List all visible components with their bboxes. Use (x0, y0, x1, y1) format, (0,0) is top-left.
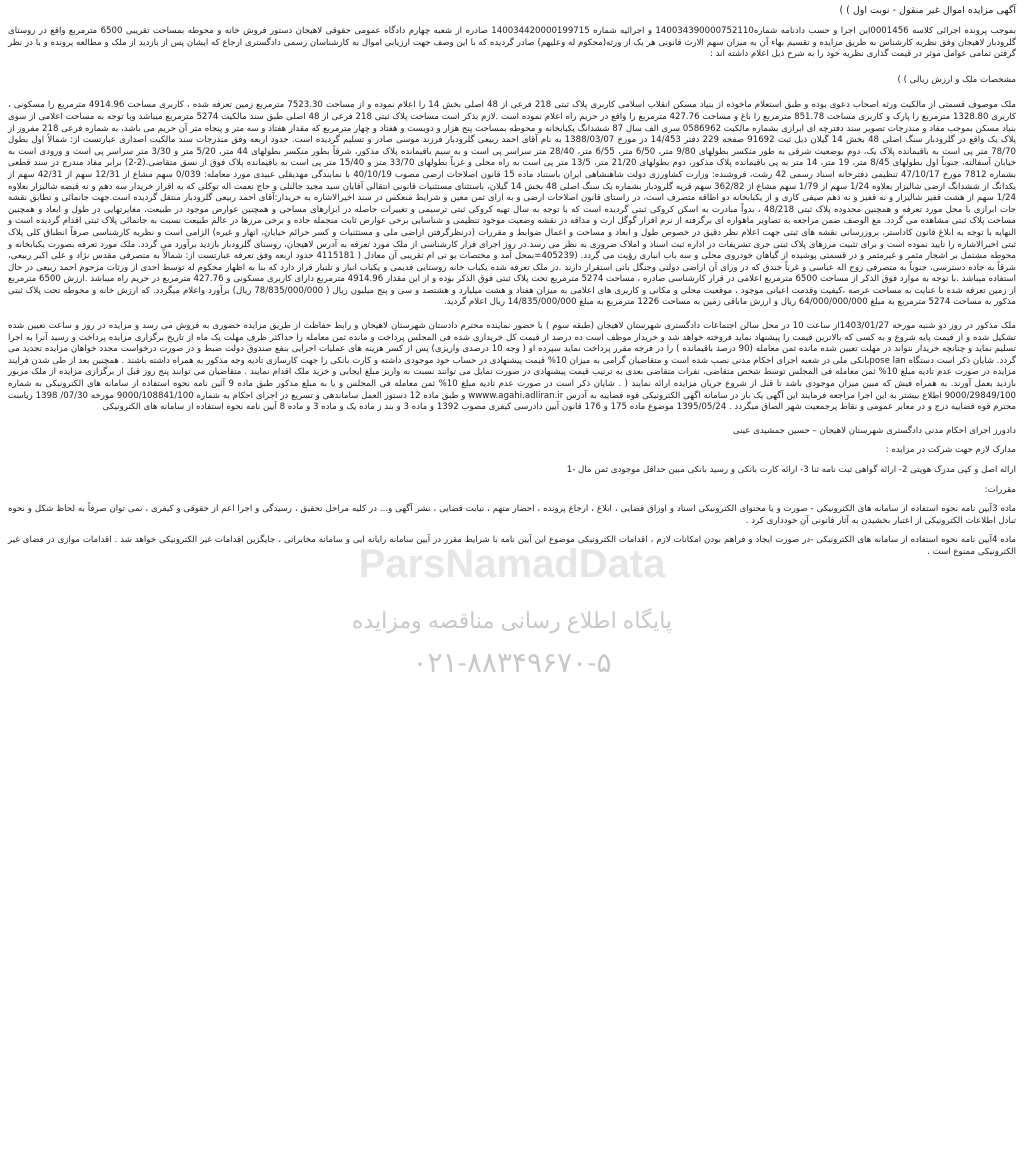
documents-heading: مدارک لازم جهت شرکت در مزایده : (885, 445, 1016, 456)
documents-list: ارائه اصل و کپی مدرک هویتی 2- ارائه گواهی ثبت نامه ثنا 3- ارائه کارت بانکی و رسید بانکی مبین حداقل موجودی ثمن مال -1 (566, 465, 1016, 475)
specs-heading: مشخصات ملک و ارزش ریالی ) ) (897, 74, 1016, 85)
rule-article-4: ماده 4آیین نامه نحوه استفاده از سامانه های الکترونیکی -در صورت ایجاد و فراهم بودن امکانات لازم ، اقدامات الکترونیکی موضوع این آیین نامه با شرایط مقرر در آیین سامانه رایانه ایی و سامانه مخابراتی ، جایگزین اقدامات غیر الکترونیکی خواهد شد . اقدامات موازی در فضای غیر الکترونیکی ممنوع است . (8, 535, 1016, 557)
auction-paragraph: ملک مذکور در روز دو شنبه مورخه 1403/01/27از ساعت 10 در محل سالن اجتماعات دادگستری شهرستان لاهیجان (طبقه سوم ) با حضور نماینده محترم دادستان شهرستان لاهیجان و رابط حفاظت از طریق مزایده حضوری به فروش می رسد و مزایده در روز و ساعت تعیین شده تشکیل شده و از قیمت پایه شروع و به کسی که بالاترین قیمت را پیشنهاد نماید فروخته خواهد شد و خریدار موظف است ده درصد از قیمت کل خریداری شده فی المجلس پرداخت و مانده ثمن معامله را حداکثر ظرف مهلت یک ماه از تاریخ برگزاری مزایده پرداخت و رسید آنرا به اجرا تسلیم نماید و چنانچه خریدار نتواند در مهلت تعیین شده مانده ثمن معامله (90 درصد باقیمانده ) را در فرجه مقرر پرداخت نماید سپرده او ( وجه 10 درصدی واریزی) پس از کسر هزینه های عملیات اجرایی بنفع صندوق دولت ضبط و در صورت درخواست مجدد خواهان مزایده تجدید می گردد. شایان ذکر است دستگاه pose lanبانکی ملی در شعبه اجرای احکام مدنی نصب شده است و متقاضیان گرامی به میزان 10% قیمت پیشنهادی در حساب خود موجودی داشته و کارت بانکی را جهت کارسازی تادیه وجه مذکور به همراه داشته باشند . همچنین بعد از طی شدن فرایند مزایده در صورت عدم تادیه مبلغ 10% ثمن معامله فی المجلس توسط شخص متقاضی، نفرات متقاضی بعدی به ترتیب قیمت پیشنهادی در صورت تمایل می توانند نسبت به واریز مبلغ ایجابی و خرید ملک اقدام نمایند . متقاضیان می توانند پنج روز قبل از برگزاری مزایده از ملک مزبور بازدید بعمل آورند. به همراه فیش که مبین میزان موجودی باشد تا قبل از شروع جریان مزایده ارائه نمایند ( . شایان ذکر است در صورت عدم تادیه مبلغ 10% ثمن معامله فی المجلس و یا به مبلغ مذکور طبق ماده 9 آئین نامه نحوه استفاده از سامانه های الکترونیکی به شماره 9000/29849/100 اطلاع بیشتر به این اجرا مراجعه فرمایند این آگهی یک بار در سامانه اگهی الکترونیکی قوه قضاییه به آدرس wwww.agahi.adliran.ir و طبق ماده 12 دستور العمل ساماندهی و تسریع در اجرای احکام به شماره 9000/108841/100 مورخه 07/30/ 1398 ریاست محترم قوه قضاییه درج و در معابر عمومی و نقاط پرجمعیت شهر الصاق میگردد . 1395/05/24 موضوع ماده 175 و 176 قانون آیین دادرسی کیفری مصوب 1392 و ماده 3 و بند ز ماده یک و ماده 3 و ماده 8 آیین نامه نحوه استفاده از سامانه های الکترونیکی (8, 321, 1017, 413)
rule-article-3: ماده 3آیین نامه نحوه استفاده از سامانه های الکترونیکی - صورت و یا محتوای الکترونیکی اسناد و اوراق قضایی ، ابلاغ ، ارجاع پرونده ، احضار متهم ، نیابت قضایی ، نشر آگهی و... در کلیه مراحل تحقیق ، رسیدگی و اجرا اعم از حقوقی و کیفری ، نمی توان صرفاً به لحاظ شکل و نحوه تبادل اطلاعات الکترونیکی از اعتبار بخشیدن به آثار قانونی آن خودداری کرد . (8, 504, 1016, 526)
watermark-latin-text: ParsNamadData (358, 542, 666, 586)
intro-paragraph: بموجب پرونده اجرائی کلاسه 0001456این اجرا و حسب دادنامه شماره140034390000752110 و اجرائیه شماره 140034420000199715 صادره از شعبه چهارم دادگاه عمومی حقوقی لاهیجان دستور فروش خانه و محوطه بمساحت تقریبی 6500 مترمربع واقع در روستای گلرودبار لاهیجان وفق نظریه کارشناس به طریق مزایده و تقسیم بهاء آن به میزان سهم الارث قانونی هر یک از ورثه(محکوم له وعلیهم) صادر گردیده که با این وصف جهت ارزیابی اموال به کارشناسان رسمی دادگستری ارجاع که ایشان پس از بازدید از ملک و مطالعه پرونده و با در نظر گرفتن تمامی عوامل موثر در قیمت گذاری نظریه خود را به شرح ذیل اعلام داشته اند : (8, 26, 1016, 60)
document-title: آگهی مزایده اموال غیر منقول - نوبت اول ) ) (839, 5, 1016, 16)
document-content (8, 4, 1016, 559)
rules-heading: مقررات: (984, 484, 1016, 495)
specs-paragraph: ملک موصوف قسمتی از مالکیت ورثه اصحاب دعوی بوده و طبق استعلام ماخوذه از بنیاد مسکن انقلاب اسلامی کاربری پلاک ثبتی 218 فرعی از 48 اصلی بخش 14 را اعلام نموده و از مساحت 7523.30 مترمربع زمین تعرفه شده ، کاربری مساحت 4914.96 مترمربع را مسکونی ، کاربری 1328.80 مترمربع را پارک و کاربری مساحت 851.78 مترمربع را باغ و مساحت 427.76 مترمربع را واقع در حریم راه اعلام نموده است .لازم بذکر است مساحت پلاک ثبتی 218 فرعی از 48 اصلی طبق سند مالکیت 5274 مترمربع میباشد وبا توجه به مساحت اعلامی از سوی بنیاد مسکن بموجب مفاد و مندرجات تصویر سند دفترچه ای ابرازی بشماره مالکیت 0586962 سری الف سال 87 ششدانگ یکبابخانه و محوطه بمساحت پنج هزار و دویست و هفتاد و چهار مترمربع که مقدار هفتاد و سه متر و پنجاه متر آن حریم می باشد، به شماره فرعی 218 مفروز از پلاک یک واقع در گلرودبار سنگ اصلی 48 بخش 14 گیلان ذیل ثبت 91692 صفحه 229 دفتر 14/453 در مورخ 1388/03/07 به نام آقای احمد ربیعی گلرودبار فرزند موسی صادر و تسلیم گردیده است. حدود اربعه وفق مندرجات سند مالکیت اصداری عبارتست از: شمالاً اول بطول 78/70 متر پی است به باقیمانده پلاک یک، دوم بوضعیت شرقی به طور منکسر بطولهای 9/80 متر، 6/50 متر، 6/55 متر، 28/40 متر سراسر پی است و به سیم باقیمانده پلاک مذکور، شرقاً بطور منکسر بطولهای 44 متر، 5/20 متر و 3/30 متر سراسر پی است و ورودی است به خیابان آسفالته، جنوباً اول بطولهای 8/45 متر، 19 متر، 14 متر به پی باقیمانده پلاک مذکور، دوم بطولهای 21/20 متر، 13/5 متر پی است به راه محلی و غرباً بطولهای 33/70 متر و 15/40 متر پی است به باقیمانده پلاک فوق از نسق متقاضی.(2-2) برابر مفاد مندرج در سند قطعی بشماره 7812 مورخ 47/10/17 تنظیمی دفترخانه اسناد رسمی 42 رشت، فروشنده: وزارت کشاورزی دولت شاهنشاهی ایران باستناد ماده 15 قانون اصلاحات ارضی مصوب 40/10/19 با نمایندگی مهدیقلی عبیدی مورد معامله: 0/039 سهم مشاع از 12/31 سهم از 42/31 سهم از یکدانگ از ششدانگ ارضی شالیزار بعلاوه 1/24 سهم از 1/79 سهم مشاع از 362/82 سهم قریه گلرودبار بشماره یک سنگ اصلی 48 بخش 14 گیلان، باستثنای مستثنیات قانونی انتقالی آقایان سید مجید جالنلی و حاج نعمت اله توکلی که به اقرار خریدار سه دهم و نه قبضه شالیزار بعلاوه 1/24 سهم از هشت قفیز شالیزار و نه قفیز و نه دهم صیفی کاری و از یکبابخانه دو اطاقه متصرف است، در راستای قانون اصلاحات ارضی و به ازای ثمن معین و شرایط منعکس در سند اخیرالاشاره به خریدار:آقای احمد ربیعی گلرودبار منتقل گردیده است.جهت جانمائی و تطابق نقشه جات ابرازی با محل مورد تعرفه و همچنین محدوده پلاک ثبتی 48/218 ، بدواً مبادرت به اسکن کروکی ثبتی گردیده است که با توجه به سال تهیه کروکی ثبتی ترسیمی و تغییرات حاصله در ابزارهای مساحی و همچنین عوارض موجود در طبیعت، مغایرتهایی در طول و ابعاد و همچنین مساحت پلاک ثبتی مشاهده می گردد. مع الوصف ضمن مراجعه به تصاویر ماهواره ای برگرفته از نرم افزار گوگل ارث و مداقه در نقشه وضعیت موجود تنظیمی و شناسایی برخی عوارض ثابت منجمله جاده و برخی مرزها در عالم طبیعت نسبت به جانمائی پلاک ثبتی اقدام گردیده است و النهایه با توجه به ابلاغ قانون کاداستر، بروزرسانی نقشه های ثبتی جهت اعلام نظر دقیق در خصوص طول و ابعاد و مساحت و اعمال ضوابط و مقررات (درنظرگرفتن اراضی ملی و مستثنیات و کسر حرائم خیابان، انهار و غیره) الزامی است و نظریه کارشناسی صرفاً انطباق کلی پلاک ثبتی اخیرالاشاره را تایید نموده است و برای تثبیت مرزهای پلاک ثبتی جری تشریفات در اداره ثبت اسناد و املاک ضروری به نظر می رسد.در روز اجرای قرار کارشناسی از ملک مورد تعرفه به آدرس لاهیجان، روستای گلرودبار بازدید برآورد می گردد. ملک مورد تعرفه بصورت یکبابخانه و محوطه مشتمل بر اشجار مثمر و غیرمثمر و در قسمتی پوشیده از گیاهان خودروی محلی و سه باب انباری رؤیت می گردد. (405239=بمحل آمد و مختصات یو تی ام تقریبی آن معادل ( 4115181 حدود اربعه وفق تعرفه عبارتست از: شمالاً به متصرفی مقدس نژاد و علی اکبر ربیعی، شرقاً به جاده دسترسی، جنوباً به متصرفی روح اله عباسی و غرباً خندق که در ورای آن اراضی دولتی وجنگل بانی استقرار دارند .در ملک تعرفه شده یکباب خانه روستایی قدیمی و یکباب انبار و تلنبار قرار دارد که بنا به اظهار محکوم له توسط احدی از ورثات مرحوم احمد ربیعی در حال استفاده میباشد .با توجه به موارد فوق الذکر از مساحت 6500 مترمربع اعلامی در قرار کارشناسی صادره ، مساحت 5274 مترمربع تحت پلاک ثبتی فوق الذکر بوده و از این مقدار 4914.96 مترمربع دارای کاربری مسکونی و 427.76 مترمربع در حریم راه میباشد .ارزش 6500 مترمربع از زمین تعرفه شده با عنایت به مساحت عرصه ،کیفیت وقدمت اعیانی موجود ، موقعیت محلی و مکانی و کاربری های اعلامی به میزان هفتاد و هشت میلیارد و هشتصد و سی و پنج میلیون ریال ( 78/835/000/000 ریال) برآورد واعلام میگردد. که ارزش خانه و محوطه تحت پلاک ثبتی مذکور به مساحت 5274 مترمربع به مبلغ 64/000/000/000 ریال و ارزش ماباقی زمین به مساحت 1226 مترمربع به مبلغ 14/835/000/000 ریال اعلام گردید. (8, 100, 1017, 308)
signature-line: دادورز اجرای احکام مدنی دادگستری شهرستان لاهیجان – حسین جمشیدی عینی (732, 425, 1016, 436)
watermark-site-text: پایگاه اطلاع رسانی مناقصه ومزایده (351, 608, 673, 633)
watermark-phone-text: ۰۲۱-۸۸۳۴۹۶۷۰-۵ (412, 647, 612, 678)
